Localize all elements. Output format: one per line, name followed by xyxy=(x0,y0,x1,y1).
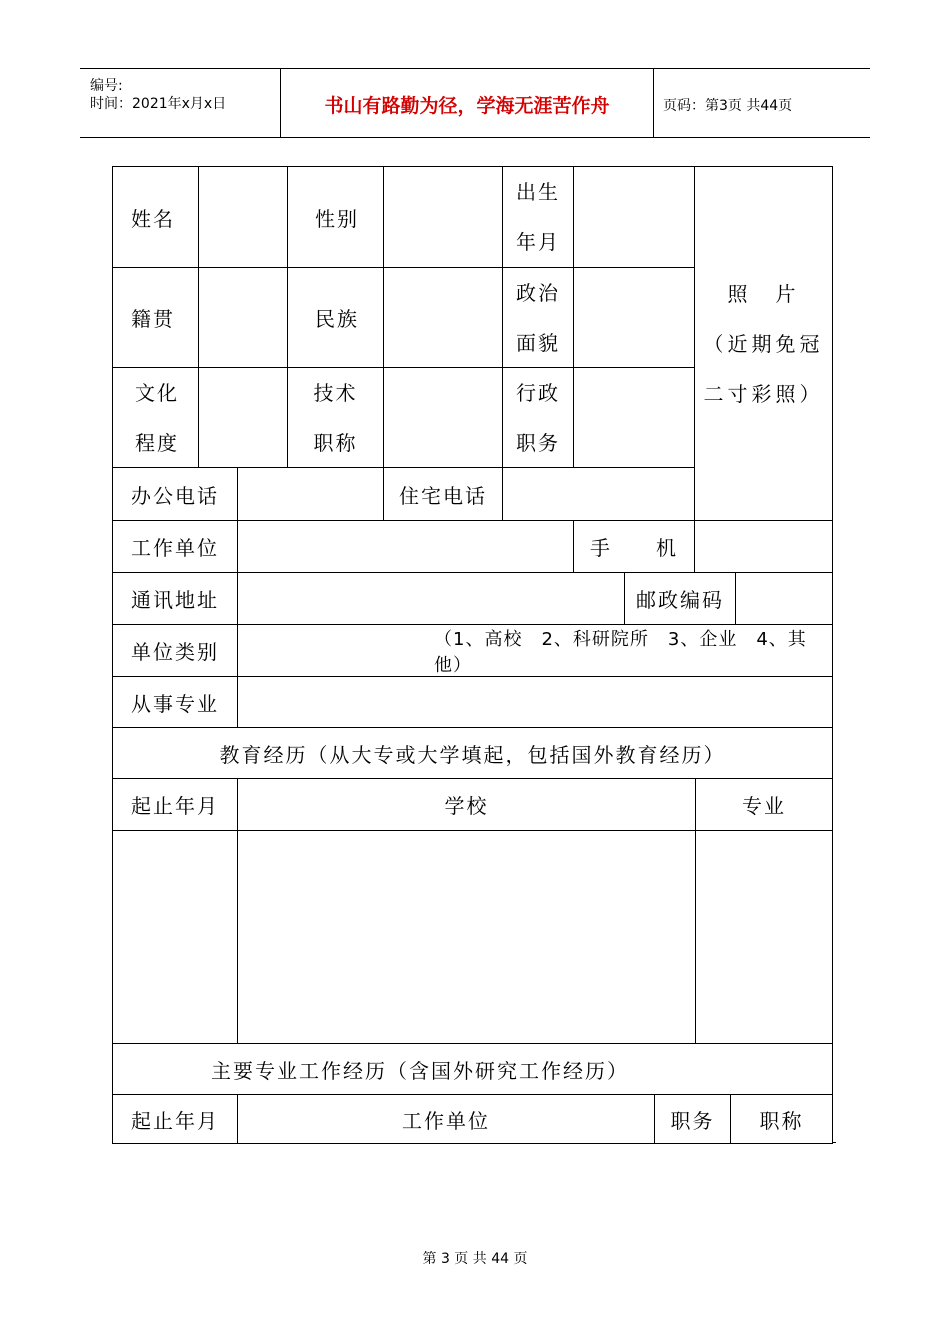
admin-post-label xyxy=(502,367,574,468)
gender-field[interactable] xyxy=(383,166,503,268)
admin-post-label-line2: 职务 xyxy=(516,430,560,455)
address-field[interactable] xyxy=(237,572,625,625)
header-center xyxy=(280,69,654,137)
name-field[interactable] xyxy=(198,166,288,268)
postcode-field[interactable] xyxy=(735,572,833,625)
doc-time-label: 时间：2021年x月x日 xyxy=(90,96,227,112)
admin-post-field[interactable] xyxy=(573,367,695,468)
unit-type-label: 单位类别 xyxy=(112,624,238,677)
education-level-field[interactable] xyxy=(198,367,288,468)
photo-label-line2: （近期免冠 xyxy=(703,331,824,356)
birth-label-line1: 出生 xyxy=(516,180,560,204)
page-header xyxy=(80,68,870,138)
major-label: 从事专业 xyxy=(112,676,238,728)
postcode-label: 邮政编码 xyxy=(624,572,736,625)
office-phone-label: 办公电话 xyxy=(112,467,238,521)
office-phone-field[interactable] xyxy=(237,467,384,521)
technical-title-field[interactable] xyxy=(383,367,503,468)
birth-label-line2: 年月 xyxy=(516,230,560,254)
doc-number-label: 编号: xyxy=(90,78,123,94)
work-section-title: 主要专业工作经历（含国外研究工作经历） xyxy=(112,1043,833,1095)
technical-label-line2: 职称 xyxy=(313,430,358,455)
native-place-label: 籍贯 xyxy=(112,267,199,368)
ethnicity-label: 民族 xyxy=(287,267,384,368)
mobile-field[interactable] xyxy=(694,520,833,573)
technical-title-label xyxy=(287,367,384,468)
name-label: 姓名 xyxy=(112,166,199,268)
work-col-post: 职务 xyxy=(654,1094,731,1144)
address-label: 通讯地址 xyxy=(112,572,238,625)
edu-col-major: 专业 xyxy=(695,778,833,831)
political-status-label xyxy=(502,267,574,368)
unit-type-options[interactable]: （1、高校 2、科研院所 3、企业 4、其他） xyxy=(237,624,833,677)
header-page-info: 页码：第3页 共44页 xyxy=(663,98,793,114)
edu-col-period: 起止年月 xyxy=(112,778,238,831)
table-edge-tick xyxy=(832,1142,836,1143)
header-motto: 书山有路勤为径，学海无涯苦作舟 xyxy=(324,95,610,117)
ethnicity-field[interactable] xyxy=(383,267,503,368)
work-col-unit: 工作单位 xyxy=(237,1094,655,1144)
photo-label-line3: 二寸彩照） xyxy=(703,381,824,406)
header-left xyxy=(80,69,280,137)
education-label-line2: 程度 xyxy=(135,430,179,455)
native-place-field[interactable] xyxy=(198,267,288,368)
home-phone-field[interactable] xyxy=(502,467,695,521)
gender-label: 性别 xyxy=(287,166,384,268)
education-label-line1: 文化 xyxy=(135,380,179,405)
political-status-field[interactable] xyxy=(573,267,695,368)
edu-col-school: 学校 xyxy=(237,778,696,831)
work-col-period: 起止年月 xyxy=(112,1094,238,1144)
edu-major-field[interactable] xyxy=(695,830,833,1044)
birth-field[interactable] xyxy=(573,166,695,268)
edu-period-field[interactable] xyxy=(112,830,238,1044)
page-footer: 第 3 页 共 44 页 xyxy=(422,1251,528,1267)
political-label-line1: 政治 xyxy=(516,280,560,305)
photo-box[interactable] xyxy=(694,166,833,521)
major-field[interactable] xyxy=(237,676,833,728)
admin-post-label-line1: 行政 xyxy=(516,380,560,405)
political-label-line2: 面貌 xyxy=(516,330,560,355)
education-level-label xyxy=(112,367,199,468)
work-col-title: 职称 xyxy=(730,1094,833,1144)
header-right xyxy=(653,69,870,137)
technical-label-line1: 技术 xyxy=(313,380,358,405)
photo-label-line1: 照 片 xyxy=(727,281,800,306)
birth-label xyxy=(502,166,574,268)
mobile-label: 手 机 xyxy=(573,520,695,573)
edu-school-field[interactable] xyxy=(237,830,696,1044)
education-section-title: 教育经历（从大专或大学填起，包括国外教育经历） xyxy=(112,727,833,779)
work-unit-label: 工作单位 xyxy=(112,520,238,573)
home-phone-label: 住宅电话 xyxy=(383,467,503,521)
work-unit-field[interactable] xyxy=(237,520,574,573)
